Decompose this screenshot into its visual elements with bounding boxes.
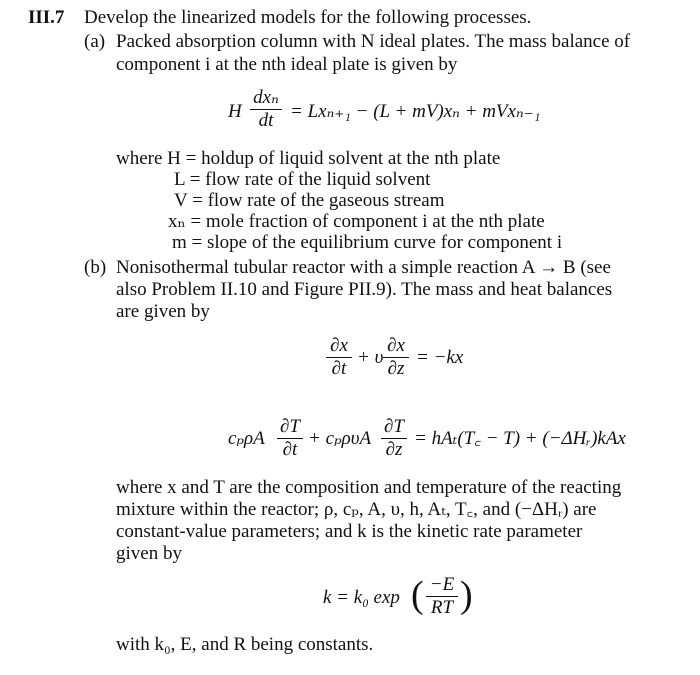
- eq-b1-f1-num: ∂x: [330, 335, 348, 356]
- eq-a-fraction: [249, 87, 283, 132]
- eq-b1-mid: + υ: [357, 347, 384, 368]
- part-b-line-3: are given by: [116, 301, 210, 322]
- def-slope: m = slope of the equilibrium curve for component i: [172, 232, 563, 253]
- eq-b2-f1-den: ∂t: [282, 439, 298, 460]
- left-paren: (: [411, 574, 424, 616]
- eq-b1-rhs: = −kx: [416, 347, 464, 368]
- eq-b2-fraction-2: [380, 416, 408, 461]
- right-paren: ): [460, 574, 473, 616]
- eq-b2-rhs: = hAₜ(T꜀ − T) + (−ΔHᵣ)kAx: [414, 428, 626, 449]
- part-b-line-1: Nonisothermal tubular reactor with a simple reaction A → B (see: [116, 257, 611, 278]
- def-mole-fraction: xₙ = mole fraction of component i at the nth plate: [168, 211, 545, 232]
- eq-a-frac-den: dt: [258, 110, 274, 131]
- eq-b2-f2-num: ∂T: [384, 416, 404, 437]
- eq-b1-f2-den: ∂z: [387, 358, 405, 379]
- part-b-label: (b): [84, 257, 107, 278]
- eq-b1-f1-den: ∂t: [331, 358, 347, 379]
- eq-a-frac-num: dxₙ: [253, 87, 279, 108]
- eq-a-lhs-coef: H: [228, 101, 242, 122]
- eq-b3-lhs: k = k₀ exp: [323, 587, 400, 608]
- eq-b1-fraction-1: [325, 335, 353, 380]
- eq-b2-fraction-1: [276, 416, 304, 461]
- part-a-line-1: Packed absorption column with N ideal plates. The mass balance of: [116, 31, 631, 52]
- para-line-2: mixture within the reactor; ρ, cₚ, A, υ, h, Aₜ, T꜀, and (−ΔHᵣ) are: [116, 499, 597, 520]
- eq-b2-f1-num: ∂T: [280, 416, 300, 437]
- problem-title: Develop the linearized models for the following processes.: [84, 7, 532, 28]
- eq-a-rhs: = Lxₙ₊₁ − (L + mV)xₙ + mVxₙ₋₁: [290, 101, 541, 122]
- para-line-1: where x and T are the composition and temperature of the reacting: [116, 477, 622, 498]
- eq-b3-den: RT: [430, 597, 454, 618]
- eq-b2-f2-den: ∂z: [385, 439, 403, 460]
- def-liquid-flow: L = flow rate of the liquid solvent: [174, 169, 431, 190]
- part-a-line-2: component i at the nth ideal plate is given by: [116, 54, 458, 75]
- eq-b1-fraction-2: [382, 335, 410, 380]
- def-gas-flow: V = flow rate of the gaseous stream: [174, 190, 445, 211]
- para-line-3: constant-value parameters; and k is the kinetic rate parameter: [116, 521, 583, 542]
- para-line-4: given by: [116, 543, 182, 564]
- eq-b1-f2-num: ∂x: [387, 335, 405, 356]
- def-holdup: where H = holdup of liquid solvent at the nth plate: [116, 148, 501, 169]
- problem-number: III.7: [28, 7, 65, 28]
- eq-b3-num: −E: [429, 574, 455, 595]
- eq-b3-fraction: [425, 574, 459, 619]
- closing-line: with k₀, E, and R being constants.: [116, 634, 374, 655]
- part-b-line-2: also Problem II.10 and Figure PII.9). The mass and heat balances: [116, 279, 613, 300]
- eq-b2-mid: + cₚρυA: [308, 428, 372, 449]
- eq-b2-lhs: cₚρA: [228, 428, 265, 449]
- part-a-label: (a): [84, 31, 106, 52]
